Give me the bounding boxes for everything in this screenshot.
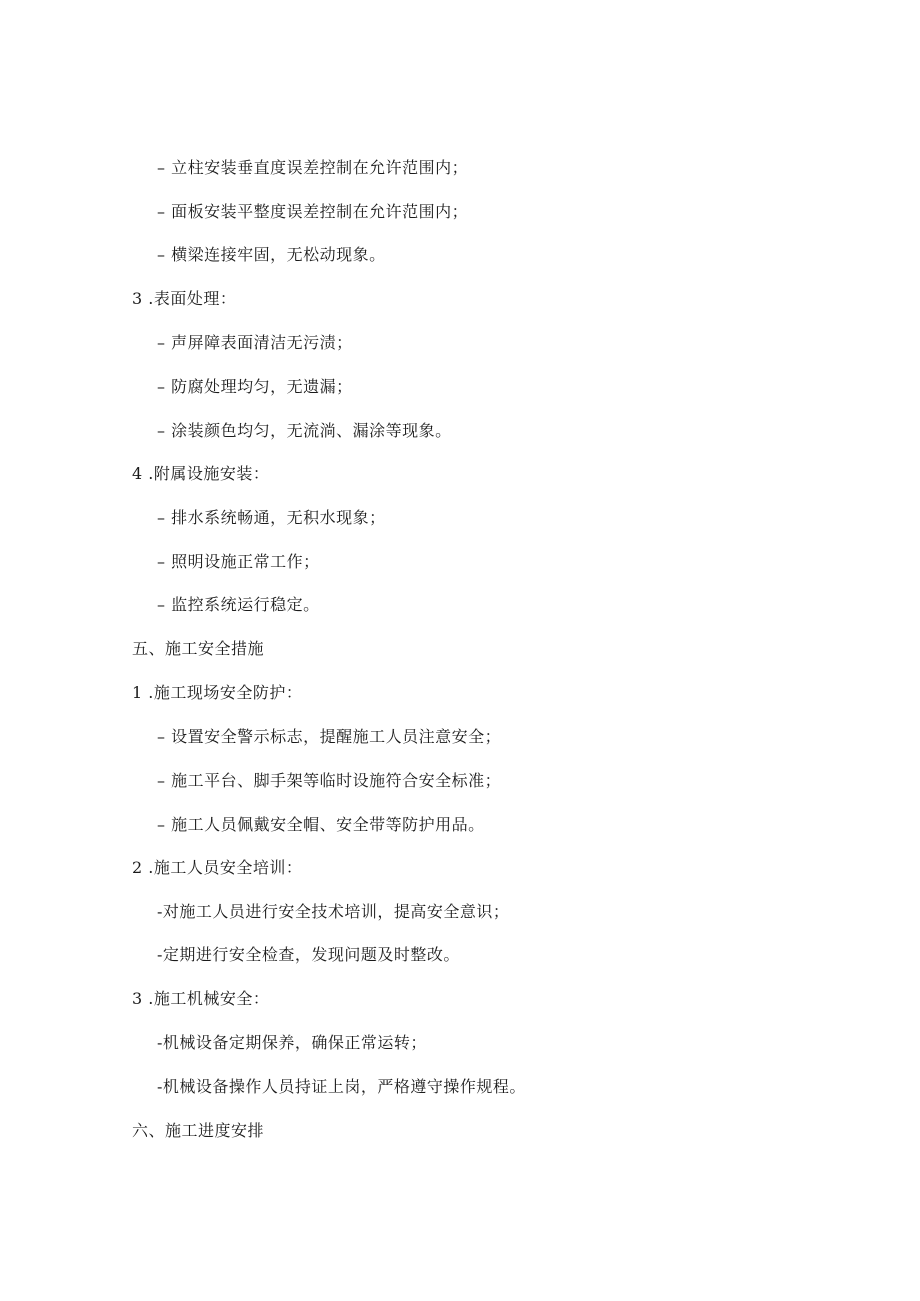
section-heading: 五、施工安全措施 [132, 639, 265, 658]
bullet-item: -对施工人员进行安全技术培训，提高安全意识； [157, 902, 510, 921]
bullet-item: -定期进行安全检查，发现问题及时整改。 [157, 945, 460, 964]
bullet-item: – 横梁连接牢固，无松动现象。 [157, 245, 386, 264]
bullet-item: – 防腐处理均匀，无遗漏； [157, 377, 353, 396]
numbered-heading: 2 .施工人员安全培训： [132, 858, 303, 877]
bullet-item: – 涂装颜色均匀，无流淌、漏涂等现象。 [157, 421, 452, 440]
numbered-heading: 3 .施工机械安全： [132, 989, 270, 1008]
bullet-item: – 监控系统运行稳定。 [157, 595, 320, 614]
bullet-item: -机械设备定期保养，确保正常运转； [157, 1033, 427, 1052]
bullet-item: – 设置安全警示标志，提醒施工人员注意安全； [157, 727, 502, 746]
bullet-item: – 声屏障表面清洁无污渍； [157, 333, 353, 352]
bullet-item: – 施工人员佩戴安全帽、安全带等防护用品。 [157, 815, 485, 834]
bullet-item: -机械设备操作人员持证上岗，严格遵守操作规程。 [157, 1077, 526, 1096]
bullet-item: – 照明设施正常工作； [157, 552, 320, 571]
bullet-item: – 立柱安装垂直度误差控制在允许范围内； [157, 158, 469, 177]
bullet-item: – 面板安装平整度误差控制在允许范围内； [157, 202, 469, 221]
bullet-item: – 施工平台、脚手架等临时设施符合安全标准； [157, 771, 502, 790]
numbered-heading: 1 .施工现场安全防护： [132, 683, 303, 702]
bullet-item: – 排水系统畅通，无积水现象； [157, 508, 386, 527]
numbered-heading: 4 .附属设施安装： [132, 464, 270, 483]
numbered-heading: 3 .表面处理： [132, 289, 237, 308]
section-heading: 六、施工进度安排 [132, 1121, 265, 1140]
